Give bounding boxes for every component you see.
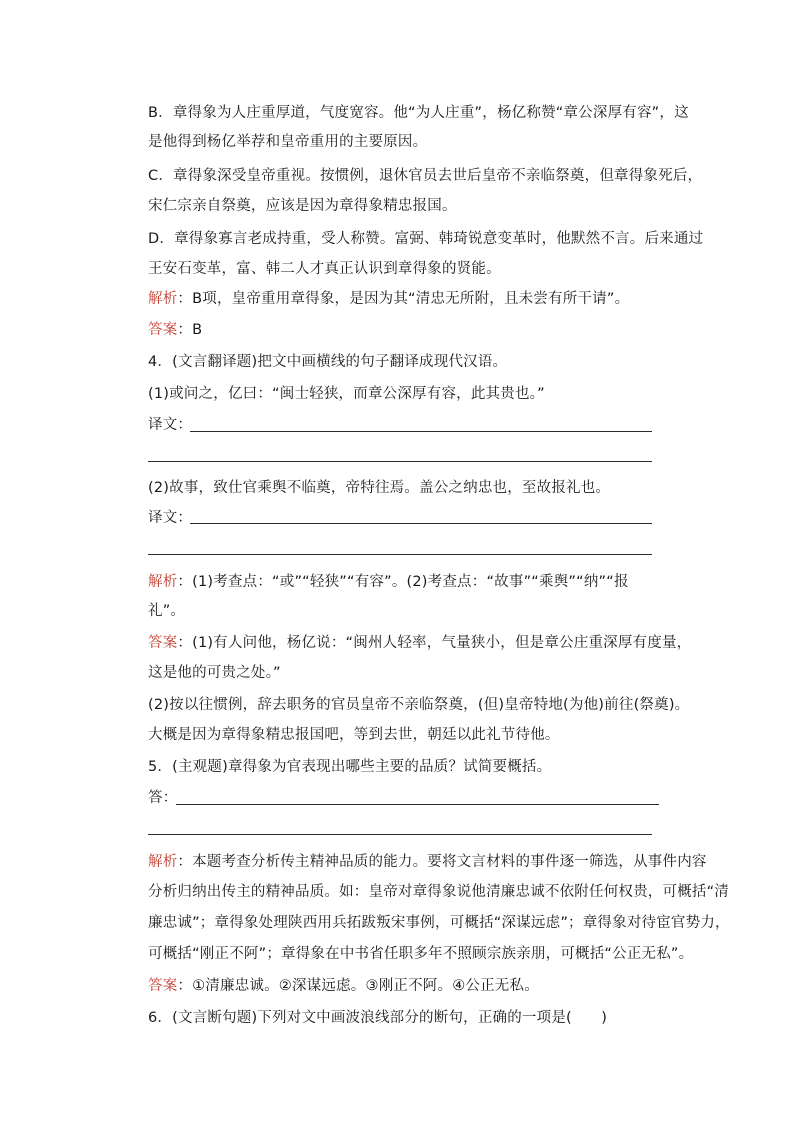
answer-text: ：(1)有人问他，杨亿说：“闽州人轻率，气量狭小，但是章公庄重深厚有度量，: [177, 635, 692, 651]
q5-analysis-line-4: 可概括“刚正不阿”；章得象在中书省任职多年不照顾宗族亲朋，可概括“公正无私”。: [148, 946, 694, 962]
answer-text: ：B: [177, 322, 203, 338]
question-6-title: 6．(文言断句题)下列对文中画波浪线部分的断句，正确的一项是( ): [148, 1010, 608, 1026]
q4-answer-line-3: (2)按以往惯例，辞去职务的官员皇帝不亲临祭奠，(但)皇帝特地(为他)前往(祭奠)。: [148, 697, 690, 713]
q3-answer: [148, 320, 202, 340]
q4-answer-line-2: 这是他的可贵之处。”: [148, 665, 281, 681]
translation-field-2-line-2[interactable]: [148, 554, 652, 555]
translation-field-1-line-1[interactable]: [190, 431, 652, 432]
analysis-label: 解析: [148, 291, 178, 307]
option-c-line-2: 宋仁宗亲自祭奠，应该是因为章得象精忠报国。: [148, 198, 457, 214]
answer-label: 答案: [148, 635, 178, 651]
translation-label-2: 译文：: [148, 510, 193, 526]
answer-label: 答案: [148, 322, 178, 338]
q3-analysis: [148, 289, 629, 309]
analysis-text: ：(1)考查点：“或”“轻狭”“有容”。(2)考查点：“故事”“乘舆”“纳”“报: [177, 574, 629, 590]
option-d-line-1: D．章得象寡言老成持重，受人称赞。富弼、韩琦锐意变革时，他默然不言。后来通过: [148, 231, 704, 247]
analysis-label: 解析: [148, 854, 178, 870]
question-4-title: 4．(文言翻译题)把文中画横线的句子翻译成现代汉语。: [148, 354, 508, 370]
q4-analysis-line-2: 礼”。: [148, 603, 186, 619]
answer-field-line-2[interactable]: [148, 834, 652, 835]
translation-field-1-line-2[interactable]: [148, 461, 652, 462]
q5-analysis-line-2: 分析归纳出传主的精神品质。如：皇帝对章得象说他清廉忠诚不依附任何权贵，可概括“清: [148, 884, 730, 900]
translation-label-1: 译文：: [148, 417, 193, 433]
option-b-line-2: 是他得到杨亿举荐和皇帝重用的主要原因。: [148, 134, 428, 150]
q5-analysis-line-3: 廉忠诚”；章得象处理陕西用兵拓跋叛宋事例，可概括“深谋远虑”；章得象对待宦官势力，: [148, 915, 730, 931]
answer-text: ：①清廉忠诚。②深谋远虑。③刚正不阿。④公正无私。: [177, 978, 539, 994]
question-5-title: 5．(主观题)章得象为官表现出哪些主要的品质？试简要概括。: [148, 759, 552, 775]
option-c-line-1: C．章得象深受皇帝重视。按惯例，退休官员去世后皇帝不亲临祭奠，但章得象死后，: [148, 168, 703, 184]
option-d-line-2: 王安石变革，富、韩二人才真正认识到章得象的贤能。: [148, 261, 501, 277]
analysis-text: ：本题考查分析传主精神品质的能力。要将文言材料的事件逐一筛选，从事件内容: [177, 854, 707, 870]
option-b-line-1: B．章得象为人庄重厚道，气度宽容。他“为人庄重”，杨亿称赞“章公深厚有容”，这: [148, 105, 689, 121]
analysis-label: 解析: [148, 574, 178, 590]
q5-answer: [148, 976, 539, 996]
q4-analysis-line-1: [148, 572, 629, 592]
translation-field-2-line-1[interactable]: [190, 523, 652, 524]
answer-field-line-1[interactable]: [176, 804, 659, 805]
answer-field-label: 答：: [148, 790, 178, 806]
analysis-text: ：B项，皇帝重用章得象，是因为其“清忠无所附，且未尝有所干请”。: [177, 291, 630, 307]
q4-answer-line-4: 大概是因为章得象精忠报国吧，等到去世，朝廷以此礼节待他。: [148, 727, 560, 743]
q5-analysis-line-1: [148, 852, 707, 872]
q4-sentence-1: (1)或问之，亿曰：“闽士轻狭，而章公深厚有容，此其贵也。”: [148, 386, 545, 402]
q4-sentence-2: (2)故事，致仕官乘舆不临奠，帝特往焉。盖公之纳忠也，至故报礼也。: [148, 480, 611, 496]
q4-answer-line-1: [148, 633, 691, 653]
answer-label: 答案: [148, 978, 178, 994]
